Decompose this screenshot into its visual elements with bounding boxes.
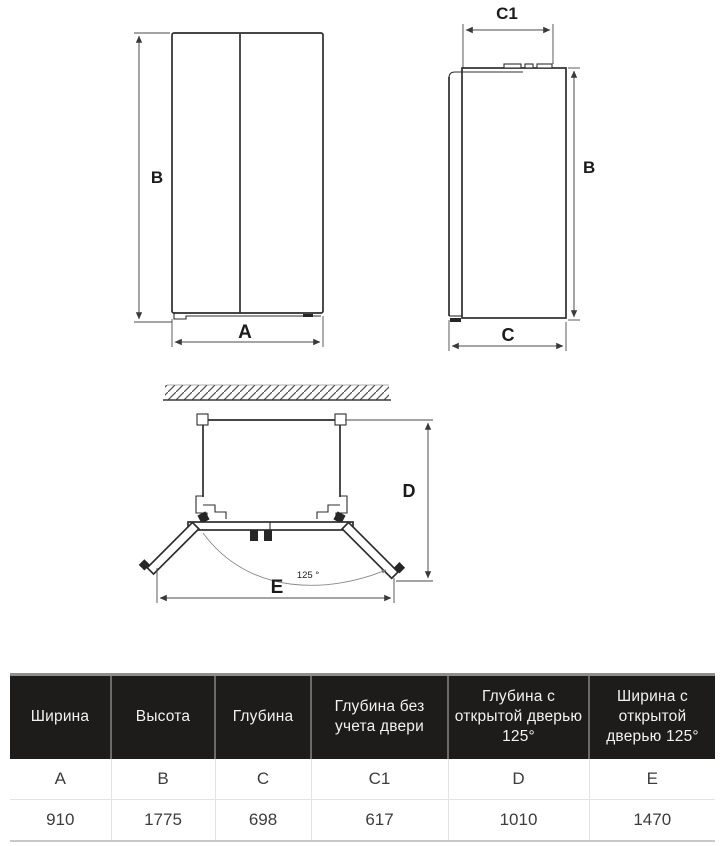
open-left-door-slab — [147, 522, 199, 574]
header-cell-width-open-door: Ширина с открытой дверью 125° — [589, 675, 715, 759]
angle-label: 125 ° — [296, 570, 320, 581]
fridge-front-outline — [172, 33, 323, 313]
side-view — [449, 4, 595, 351]
letter-cell: C1 — [311, 759, 448, 800]
dimensions-table — [10, 673, 715, 842]
value-cell: 698 — [215, 800, 311, 841]
dim-label-width-front: A — [238, 322, 252, 343]
dim-label-depth-no-door: C1 — [496, 4, 518, 23]
letter-cell: D — [448, 759, 589, 800]
value-cell: 1010 — [448, 800, 589, 841]
dim-label-open-width: E — [270, 577, 284, 598]
letter-cell: A — [10, 759, 111, 800]
letter-cell: C — [215, 759, 311, 800]
header-cell-height: Высота — [111, 675, 215, 759]
dim-label-height-front: B — [150, 168, 164, 187]
fridge-top-outline — [203, 420, 340, 497]
hinge-corner-right — [335, 414, 346, 425]
table-header-row — [10, 675, 715, 759]
wall-hatching — [165, 385, 389, 400]
table-letter-row — [10, 759, 715, 800]
side-front-foot — [450, 318, 461, 322]
open-right-door — [342, 517, 405, 580]
top-hinge-hardware — [537, 64, 552, 68]
right-door-handle — [264, 530, 272, 541]
dim-label-height-side: B — [583, 158, 596, 177]
header-cell-depth: Глубина — [215, 675, 311, 759]
open-left-door — [139, 517, 199, 577]
value-cell: 617 — [311, 800, 448, 841]
dim-label-depth-side: C — [501, 325, 515, 345]
front-base-line — [174, 313, 321, 319]
top-hinge-hardware — [525, 64, 533, 68]
value-cell: 1470 — [589, 800, 715, 841]
top-view — [139, 385, 433, 603]
front-view — [134, 33, 323, 347]
top-hinge-hardware — [504, 64, 521, 68]
value-cell: 1775 — [111, 800, 215, 841]
letter-cell: B — [111, 759, 215, 800]
front-right-foot — [303, 314, 313, 317]
left-door-handle — [250, 530, 258, 541]
header-cell-depth-open-door: Глубина с открытой дверью 125° — [448, 675, 589, 759]
header-cell-depth-no-door: Глубина без учета двери — [311, 675, 448, 759]
open-right-door-slab — [342, 522, 398, 578]
hinge-corner-left — [197, 414, 208, 425]
value-cell: 910 — [10, 800, 111, 841]
fridge-side-body — [462, 68, 566, 318]
header-cell-width: Ширина — [10, 675, 111, 759]
dim-label-open-depth: D — [402, 481, 416, 501]
letter-cell: E — [589, 759, 715, 800]
table-value-row — [10, 800, 715, 841]
